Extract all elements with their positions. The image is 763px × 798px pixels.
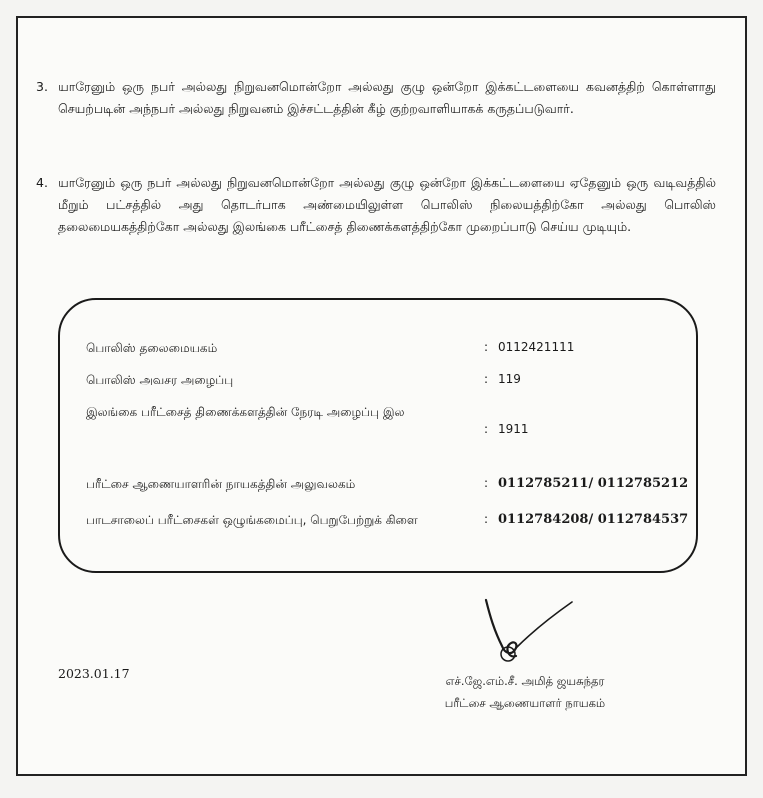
signer-name: எச்.ஜே.எம்.சீ. அமித் ஜயசுந்தர [445, 674, 605, 688]
contact-value: 0112785211/ 0112785212 [498, 476, 689, 491]
contact-label: இலங்கை பரீட்சைத் திணைக்களத்தின் நேரடி அழைப்பு இல [86, 405, 405, 419]
contact-value: 0112784208/ 0112784537 [498, 512, 689, 527]
contact-colon: : [484, 372, 489, 386]
document-date: 2023.01.17 [58, 666, 130, 681]
contact-colon: : [484, 422, 489, 436]
contact-label: பரீட்சை ஆணையாளரின் நாயகத்தின் அலுவலகம் [86, 477, 356, 491]
paragraph-number: 4. [36, 175, 48, 190]
signer-title: பரீட்சை ஆணையாளர் நாயகம் [444, 696, 606, 710]
paragraph-text: யாரேனும் ஒரு நபர் அல்லது நிறுவனமொன்றோ அல்லது குழு ஒன்றோ இக்கட்டளையை கவனத்திற் கொள்ளாது செயற்படின் அந்நபர் அல்லது நிறுவனம் இச்சட்டத்தின் கீழ் குற்றவாளியாகக் கருதப்படுவார். [58, 79, 716, 116]
contact-box [58, 298, 698, 573]
signature-image [472, 596, 582, 666]
contact-label: பாடசாலைப் பரீட்சைகள் ஒழுங்கமைப்பு, பெறுபேற்றுக் கிளை [86, 513, 418, 527]
contact-value: 1911 [498, 422, 529, 436]
signatory-block [420, 670, 630, 714]
contact-colon: : [484, 512, 489, 526]
contact-colon: : [484, 476, 489, 490]
contact-label: பொலிஸ் தலைமையகம் [86, 341, 218, 355]
paragraph-number: 3. [36, 79, 48, 94]
paragraph-4 [36, 172, 716, 238]
contact-colon: : [484, 340, 489, 354]
paragraph-3 [36, 76, 716, 120]
contact-value: 0112421111 [498, 340, 575, 354]
paragraph-text: யாரேனும் ஒரு நபர் அல்லது நிறுவனமொன்றோ அல்லது குழு ஒன்றோ இக்கட்டளையை ஏதேனும் ஒரு வடிவத்தில் மீறும் பட்சத்தில் அது தொடர்பாக அண்மையிலுள்ள பொலிஸ் நிலையத்திற்கோ அல்லது பொலிஸ் தலைமையகத்திற்கோ அல்லது இலங்கை பரீட்சைத் திணைக்களத்திற்கோ முறைப்பாடு செய்ய முடியும். [58, 175, 716, 234]
contact-label: பொலிஸ் அவசர அழைப்பு [86, 373, 234, 387]
contact-value: 119 [498, 372, 521, 386]
